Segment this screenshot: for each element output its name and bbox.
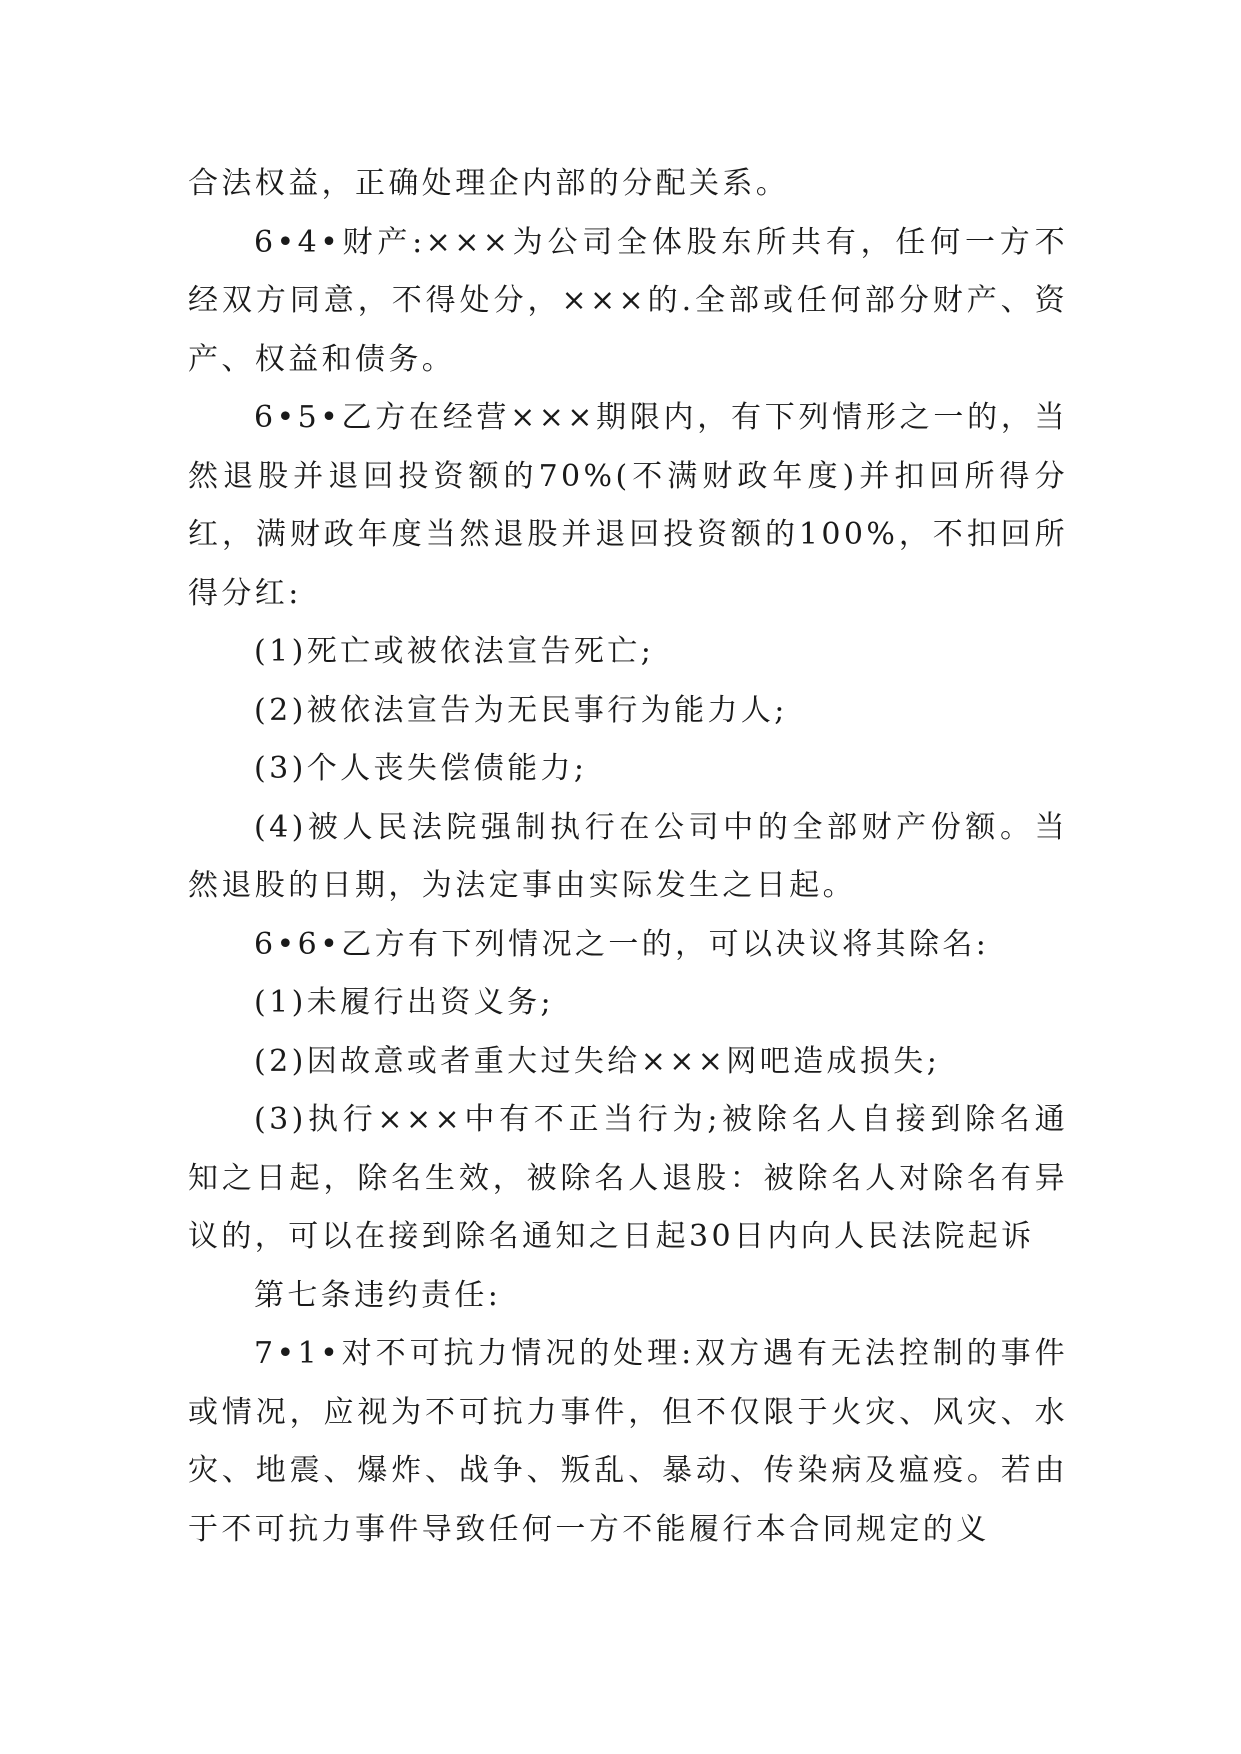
list-item-insolvency: (3)个人丧失偿债能力;	[254, 751, 588, 786]
list-item-enforcement: (4)被人民法院强制执行在公司中的全部财产份额。当然退股的日期，为法定事由实际发生之日起。	[188, 809, 1068, 903]
list-item-no-contribution: (1)未履行出资义务;	[254, 985, 555, 1020]
paragraph-6-6-expulsion: 6•6•乙方有下列情况之一的，可以决议将其除名:	[254, 926, 990, 962]
paragraph-6-4-property: 6•4•财产:×××为公司全体股东所共有，任何一方不经双方同意，不得处分，×××的.全部或任何部分财产、资产、权益和债务。	[188, 224, 1068, 377]
list-item-death: (1)死亡或被依法宣告死亡;	[254, 634, 655, 669]
article-7-heading: 第七条违约责任:	[254, 1277, 502, 1313]
document-body	[188, 155, 1068, 1559]
list-item-incapacity: (2)被依法宣告为无民事行为能力人;	[254, 692, 788, 728]
paragraph-7-1-force-majeure: 7•1•对不可抗力情况的处理:双方遇有无法控制的事件或情况，应视为不可抗力事件，但不仅限于火灾、风灾、水灾、地震、爆炸、战争、叛乱、暴动、传染病及瘟疫。若由于不可抗力事件导致任何一方不能履行本合同规定的义	[188, 1336, 1068, 1547]
paragraph-6-5-withdrawal: 6•5•乙方在经营×××期限内，有下列情形之一的，当然退股并退回投资额的70%(不满财政年度)并扣回所得分红，满财政年度当然退股并退回投资额的100%，不扣回所得分红:	[188, 400, 1068, 611]
list-item-negligence: (2)因故意或者重大过失给×××网吧造成损失;	[254, 1043, 941, 1079]
paragraph-continuation: 合法权益，正确处理企内部的分配关系。	[188, 166, 790, 201]
list-item-misconduct: (3)执行×××中有不正当行为;被除名人自接到除名通知之日起，除名生效，被除名人退股：被除名人对除名有异议的，可以在接到除名通知之日起30日内向人民法院起诉	[188, 1102, 1068, 1254]
